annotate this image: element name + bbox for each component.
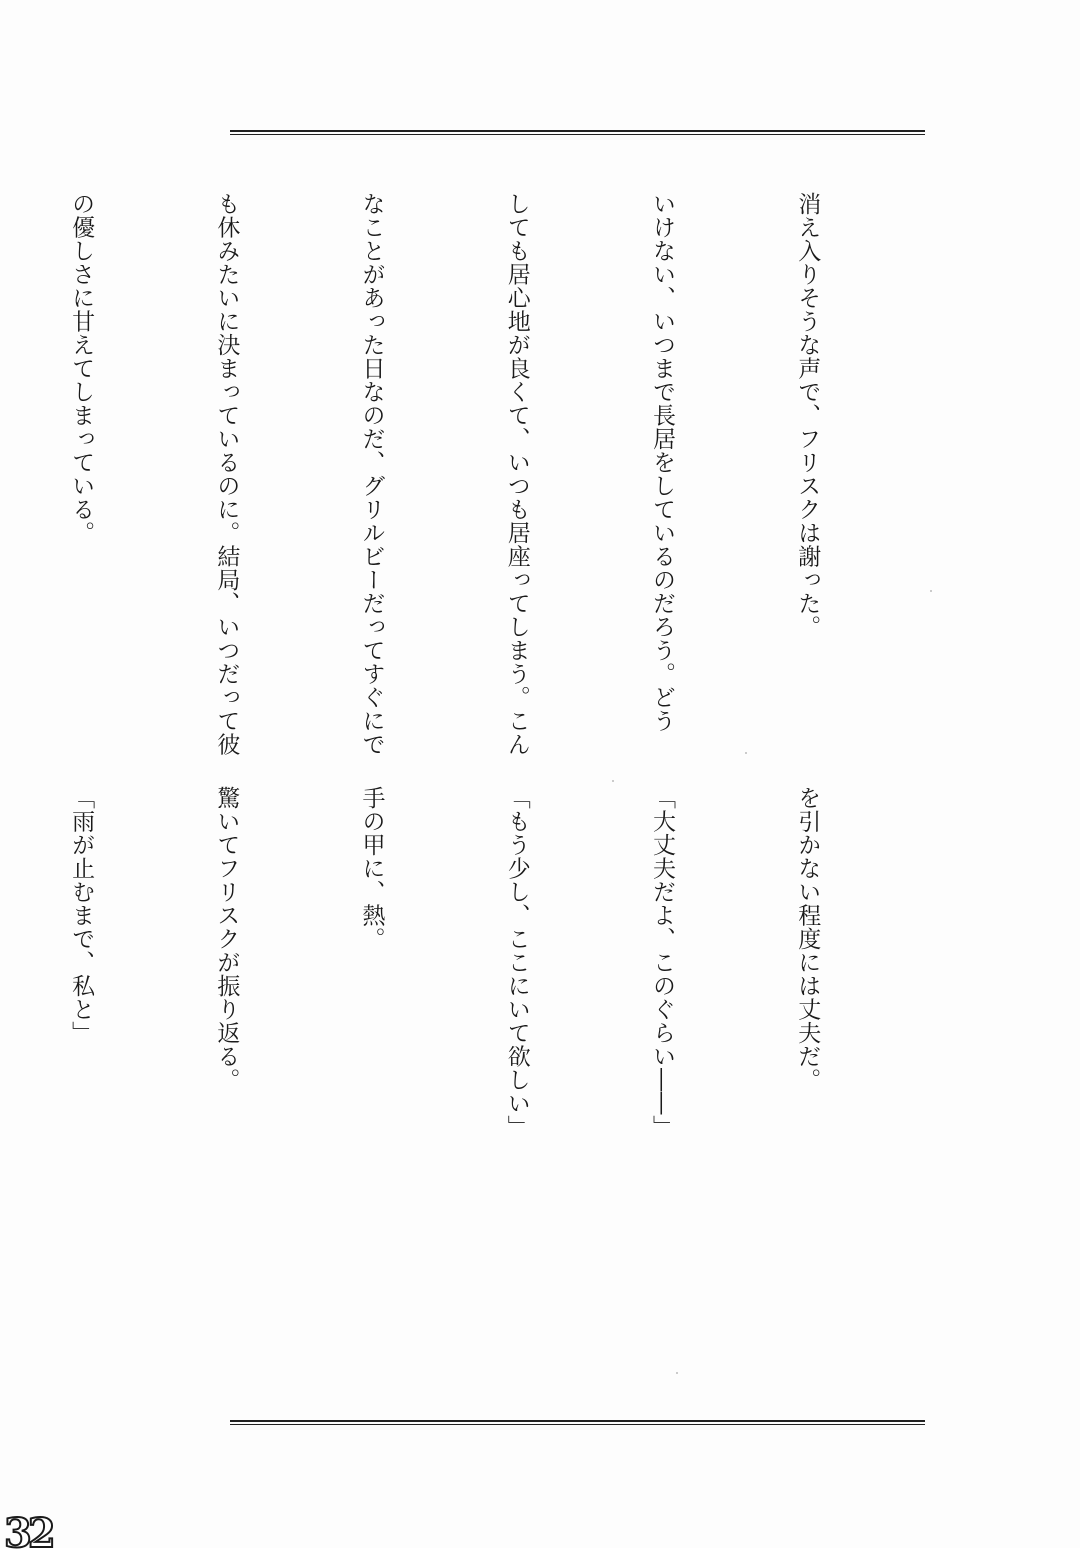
text-line: 「大丈夫だよ、このぐらい――」 [648, 786, 675, 1139]
page-number: 32 [4, 1510, 52, 1557]
top-double-rule [230, 130, 925, 136]
text-line: 手の甲に、熱。 [358, 786, 385, 951]
text-line: も休みたいに決まっているのに。結局、いつだって彼 [213, 192, 240, 756]
text-line: 驚いてフリスクが振り返る。 [213, 786, 240, 1092]
text-line: 消え入りそうな声で、フリスクは謝った。 [794, 192, 821, 639]
scan-speck [930, 590, 932, 592]
scan-speck [612, 780, 614, 782]
lower-text-block [0, 786, 928, 1406]
text-line: 「雨が止むまで、私と」 [68, 786, 95, 1045]
text-line: しても居心地が良くて、いつも居座ってしまう。こん [503, 192, 530, 756]
text-line: なことがあった日なのだ、グリルビーだってすぐにで [358, 192, 385, 756]
text-line: を引かない程度には丈夫だ。 [794, 786, 821, 1092]
scan-speck [745, 752, 747, 754]
text-line: 「もう少し、ここにいて欲しい」 [503, 786, 530, 1139]
bottom-double-rule [230, 1420, 925, 1426]
scan-speck [676, 1372, 678, 1374]
text-line: いけない、いつまで長居をしているのだろう。どう [648, 192, 675, 733]
upper-text-block [0, 192, 928, 756]
text-line: の優しさに甘えてしまっている。 [68, 192, 95, 545]
